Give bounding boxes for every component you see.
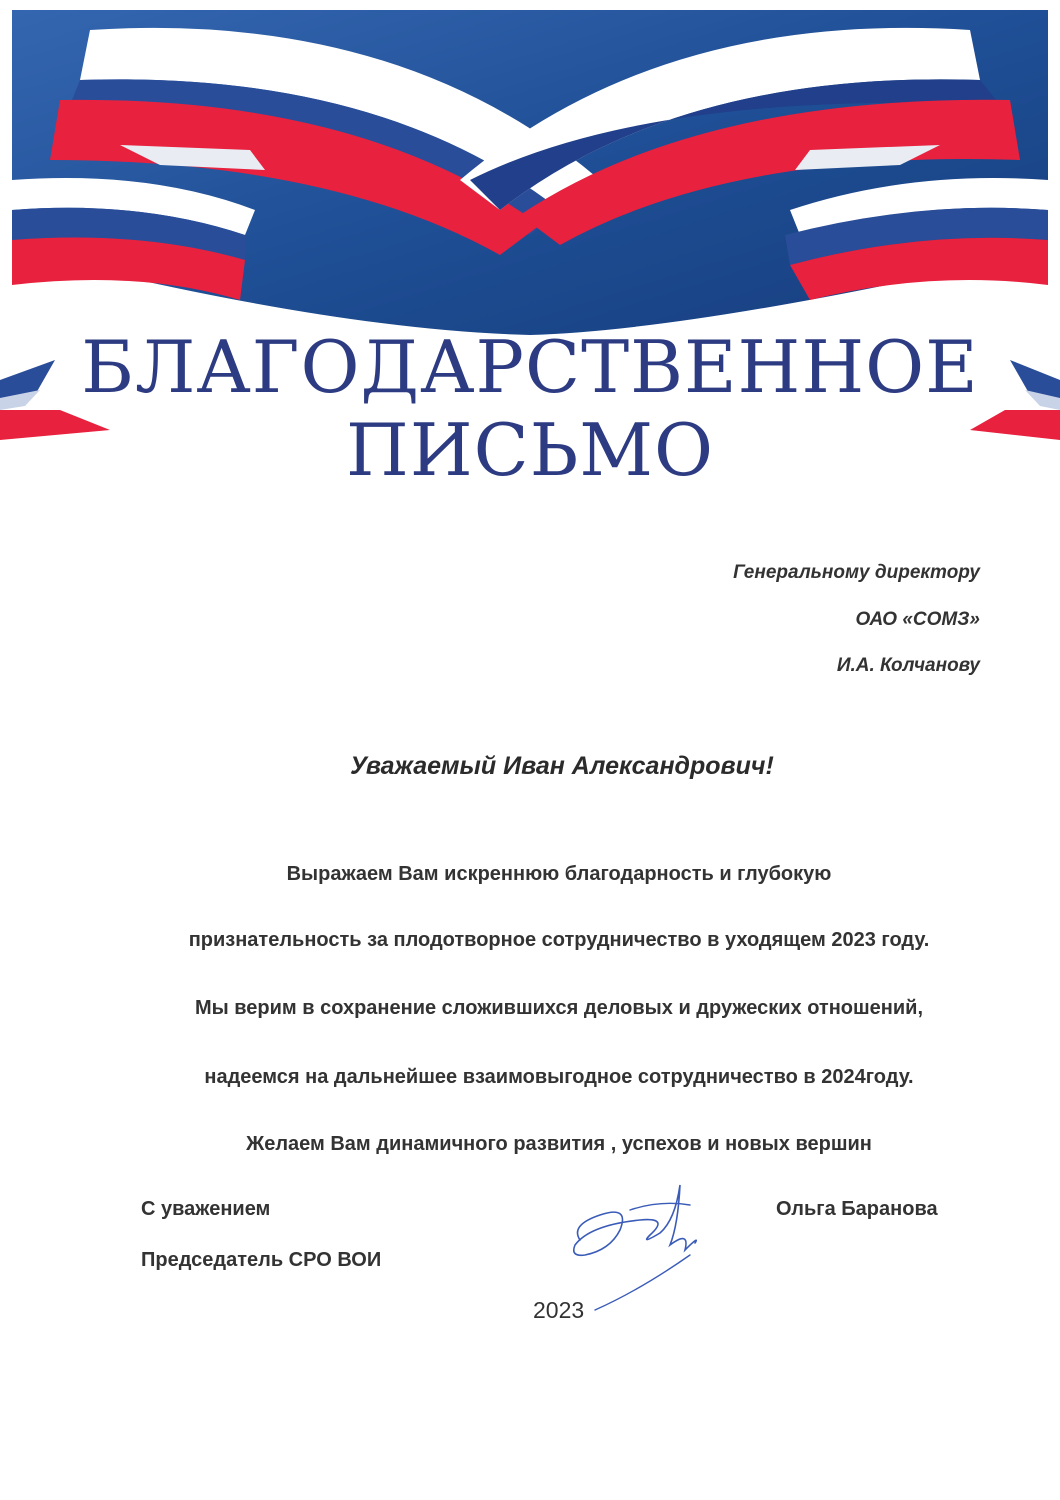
- salutation: Уважаемый Иван Александрович!: [350, 752, 774, 780]
- addressee-position: Генеральному директору: [733, 562, 980, 583]
- document-year: 2023: [533, 1297, 585, 1323]
- addressee-name: И.А. Колчанову: [836, 655, 980, 676]
- signer-position: Председатель СРО ВОИ: [141, 1249, 382, 1271]
- closing-phrase: С уважением: [141, 1198, 271, 1220]
- tricolor-ribbon-header: [0, 0, 1060, 340]
- signer-name: Ольга Баранова: [776, 1198, 938, 1220]
- document-title-line-1: БЛАГОДАРСТВЕННОЕ: [81, 325, 979, 409]
- body-line: Желаем Вам динамичного развития , успехов и новых вершин: [246, 1133, 872, 1155]
- addressee-company: ОАО «СОМЗ»: [855, 609, 980, 630]
- body-line: надеемся на дальнейшее взаимовыгодное сотрудничество в 2024году.: [204, 1066, 914, 1088]
- body-line: признательность за плодотворное сотрудничество в уходящем 2023 году.: [188, 929, 930, 951]
- body-line: Мы верим в сохранение сложившихся деловых и дружеских отношений,: [194, 997, 924, 1019]
- document-title-line-2: ПИСЬМО: [346, 408, 714, 492]
- handwritten-signature: [560, 1175, 720, 1320]
- body-line: Выражаем Вам искреннюю благодарность и глубокую: [286, 863, 832, 885]
